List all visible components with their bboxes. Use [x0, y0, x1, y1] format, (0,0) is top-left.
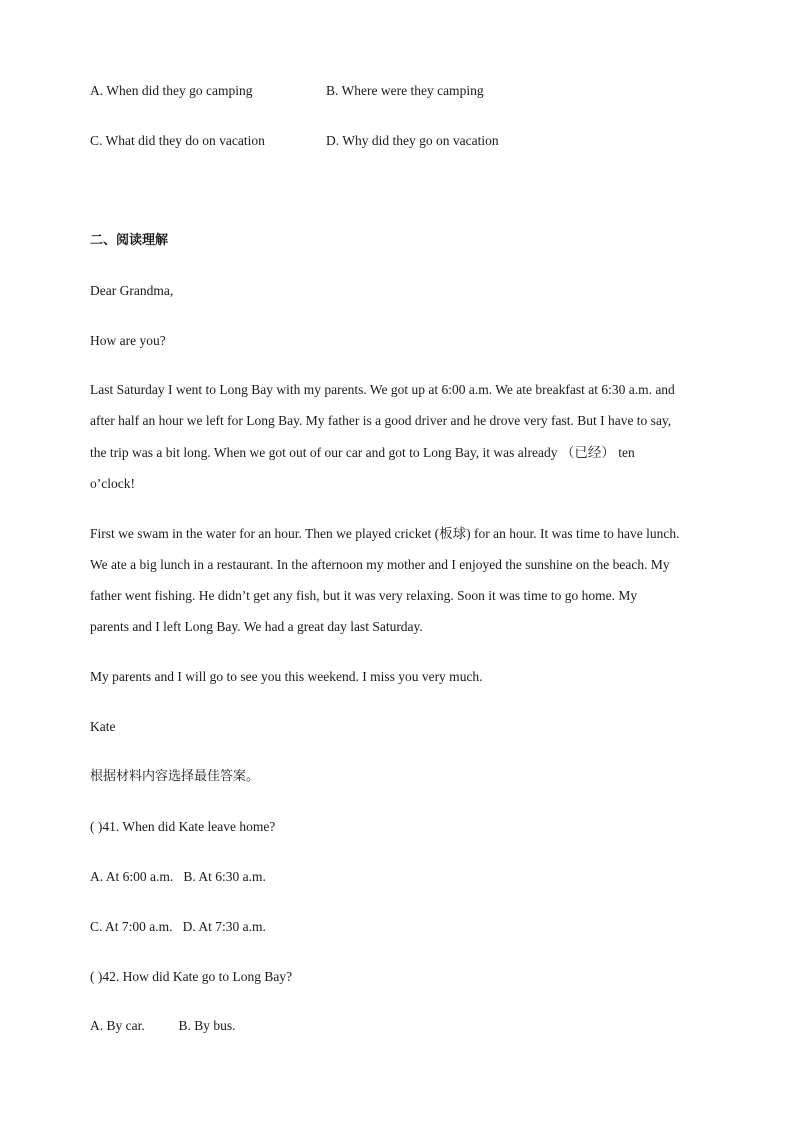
letter-signature: Kate — [90, 719, 116, 734]
question-41-options-row-1: A. At 6:00 a.m. B. At 6:30 a.m. — [90, 869, 266, 884]
instruction-text: 根据材料内容选择最佳答案。 — [90, 769, 260, 784]
question-42-stem: ( )42. How did Kate go to Long Bay? — [90, 969, 293, 984]
question-41-options-row-2: C. At 7:00 a.m. D. At 7:30 a.m. — [90, 919, 266, 934]
para2-line-4: parents and I left Long Bay. We had a great day last Saturday. — [90, 619, 423, 634]
option-a: A. When did they go camping — [90, 83, 253, 98]
para2-line-1: First we swam in the water for an hour. Then we played cricket (板球) for an hour. It was time to have lunch. — [90, 526, 680, 541]
section-heading: 二、阅读理解 — [90, 233, 169, 248]
option-c: C. What did they do on vacation — [90, 133, 265, 148]
letter-closing-line: My parents and I will go to see you this weekend. I miss you very much. — [90, 669, 483, 684]
para1-line-3: the trip was a bit long. When we got out of our car and got to Long Bay, it was already （已经） ten — [90, 445, 635, 460]
para2-line-2: We ate a big lunch in a restaurant. In the afternoon my mother and I enjoyed the sunshine on the beach. My — [90, 557, 670, 572]
para2-line-3: father went fishing. He didn’t get any fish, but it was very relaxing. Soon it was time to go home. My — [90, 588, 638, 603]
para1-line-2: after half an hour we left for Long Bay. My father is a good driver and he drove very fast. But I have to say, — [90, 413, 672, 428]
letter-greeting: Dear Grandma, — [90, 283, 174, 298]
question-42-options-row-1: A. By car. B. By bus. — [90, 1018, 236, 1033]
question-41-stem: ( )41. When did Kate leave home? — [90, 819, 276, 834]
para1-line-4: o’clock! — [90, 476, 135, 491]
option-b: B. Where were they camping — [326, 83, 484, 98]
para1-line-1: Last Saturday I went to Long Bay with my parents. We got up at 6:00 a.m. We ate breakfast at 6:30 a.m. and — [90, 382, 675, 397]
option-d: D. Why did they go on vacation — [326, 133, 499, 148]
letter-opening: How are you? — [90, 333, 166, 348]
